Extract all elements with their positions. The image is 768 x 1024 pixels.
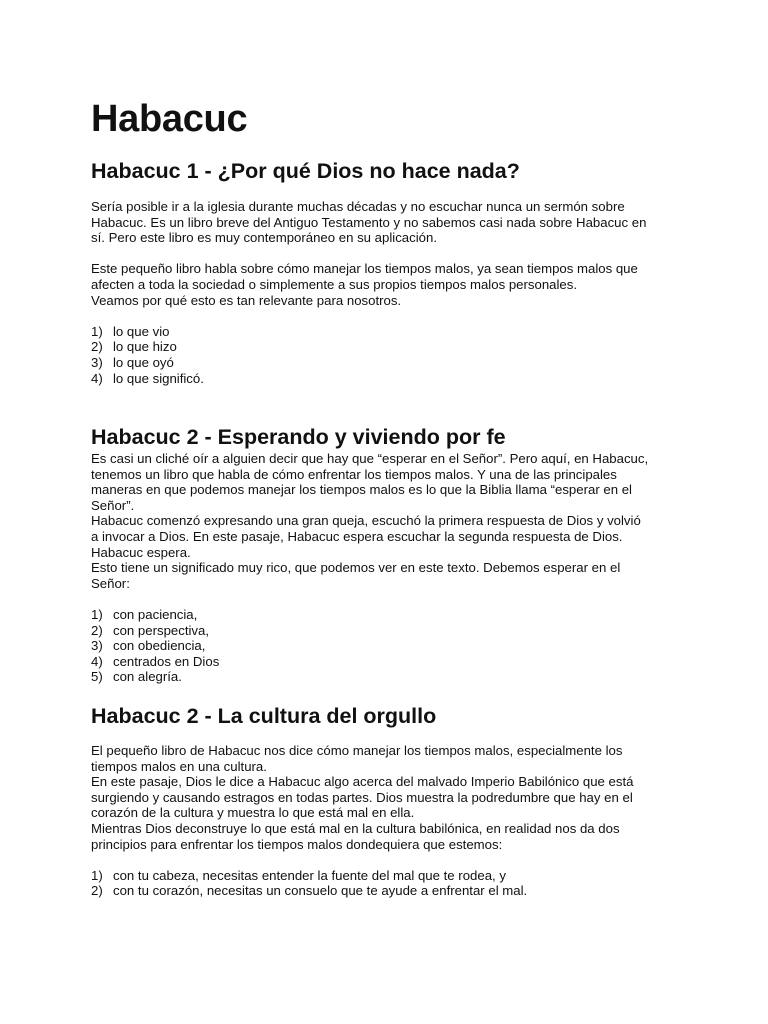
paragraph-line: Habacuc comenzó expresando una gran queja, escuchó la primera respuesta de Dios y volvió [91, 513, 641, 529]
numbered-list [91, 324, 691, 386]
paragraph-line: En este pasaje, Dios le dice a Habacuc algo acerca del malvado Imperio Babilónico que está [91, 774, 634, 790]
paragraph-line: maneras en que podemos manejar los tiempos malos es lo que la Biblia llama “esperar en el [91, 482, 632, 498]
list-text: con paciencia, [113, 606, 198, 622]
list-text: lo que significó. [113, 370, 204, 386]
numbered-list [91, 868, 691, 899]
list-item [91, 638, 691, 654]
paragraph-line: Habacuc espera. [91, 544, 191, 560]
paragraph-line: El pequeño libro de Habacuc nos dice cómo manejar los tiempos malos, especialmente los [91, 743, 623, 758]
list-text: con tu cabeza, necesitas entender la fuente del mal que te rodea, y [113, 867, 506, 883]
list-number: 1) [91, 867, 103, 883]
list-text: lo que hizo [113, 339, 177, 355]
list-number: 1) [91, 606, 103, 622]
paragraph-line: Señor: [91, 575, 130, 591]
paragraph [91, 261, 691, 308]
paragraph [91, 451, 691, 591]
list-number: 1) [91, 323, 103, 339]
list-text: con tu corazón, necesitas un consuelo que te ayude a enfrentar el mal. [113, 883, 528, 899]
paragraph-line: Mientras Dios deconstruye lo que está mal en la cultura babilónica, en realidad nos da dos [91, 820, 620, 836]
paragraph-line: corazón de la cultura y muestra lo que está mal en ella. [91, 805, 415, 821]
section-habacuc-2-esperando [91, 423, 691, 685]
list-text: con alegría. [113, 669, 182, 685]
section-habacuc-2-cultura [91, 702, 691, 899]
paragraph-line: afecten a toda la sociedad o simplemente a sus propios tiempos malos personales. [91, 276, 578, 292]
section-heading: Habacuc 1 - ¿Por qué Dios no hace nada? [91, 159, 520, 183]
paragraph-line: Señor”. [91, 497, 135, 513]
list-item [91, 623, 691, 639]
paragraph-line: Esto tiene un significado muy rico, que podemos ver en este texto. Debemos esperar en el [91, 560, 621, 576]
paragraph-line: tiempos malos en una cultura. [91, 758, 267, 774]
list-item [91, 324, 691, 340]
list-text: lo que vio [113, 323, 170, 339]
list-item [91, 371, 691, 387]
paragraph-line: sí. Pero este libro es muy contemporáneo en su aplicación. [91, 230, 437, 246]
list-number: 2) [91, 883, 103, 899]
section-heading: Habacuc 2 - Esperando y viviendo por fe [91, 425, 506, 449]
list-text: centrados en Dios [113, 653, 220, 669]
paragraph-line: Este pequeño libro habla sobre cómo manejar los tiempos malos, ya sean tiempos malos que [91, 261, 638, 277]
list-number: 3) [91, 354, 103, 370]
list-item [91, 355, 691, 371]
paragraph [91, 743, 691, 852]
section-habacuc-1 [91, 157, 691, 386]
list-text: lo que oyó [113, 354, 174, 370]
paragraph-line: Es casi un cliché oír a alguien decir que hay que “esperar en el Señor”. Pero aquí, en Habacuc, [91, 451, 649, 466]
paragraph-line: surgiendo y causando estragos en todas partes. Dios muestra la podredumbre que hay en el [91, 789, 633, 805]
paragraph [91, 199, 691, 246]
list-number: 5) [91, 669, 103, 685]
list-text: con perspectiva, [113, 622, 210, 638]
paragraph-line: a invocar a Dios. En este pasaje, Habacuc espera escuchar la segunda respuesta de Dios. [91, 528, 623, 544]
list-number: 2) [91, 622, 103, 638]
list-item [91, 654, 691, 670]
list-item [91, 883, 691, 899]
paragraph-line: principios para enfrentar los tiempos malos dondequiera que estemos: [91, 836, 503, 852]
paragraph-line: tenemos un libro que habla de cómo enfrentar los tiempos malos. Y una de las principales [91, 466, 617, 482]
list-item [91, 607, 691, 623]
list-item [91, 868, 691, 884]
paragraph-line: Sería posible ir a la iglesia durante muchas décadas y no escuchar nunca un sermón sobre [91, 199, 625, 214]
list-number: 2) [91, 339, 103, 355]
list-number: 3) [91, 638, 103, 654]
paragraph-line: Veamos por qué esto es tan relevante para nosotros. [91, 292, 402, 308]
document-title: Habacuc [91, 98, 248, 140]
paragraph-line: Habacuc. Es un libro breve del Antiguo Testamento y no sabemos casi nada sobre Habacuc en [91, 214, 647, 230]
numbered-list [91, 607, 691, 685]
list-text: con obediencia, [113, 638, 206, 654]
list-item [91, 339, 691, 355]
list-number: 4) [91, 653, 103, 669]
list-number: 4) [91, 370, 103, 386]
section-heading: Habacuc 2 - La cultura del orgullo [91, 704, 437, 728]
list-item [91, 669, 691, 685]
